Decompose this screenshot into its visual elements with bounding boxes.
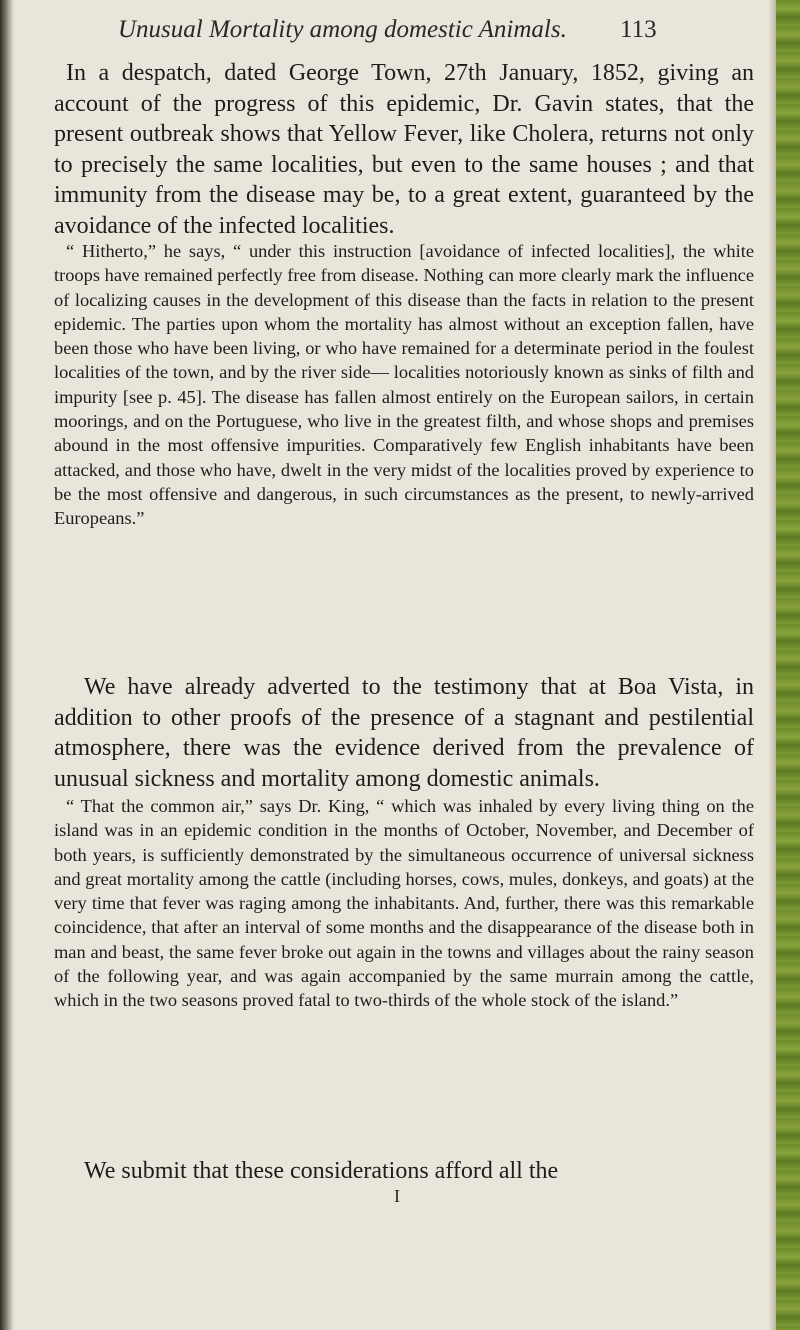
page-number: 113 — [620, 16, 657, 43]
signature-mark: I — [394, 1186, 400, 1206]
running-head: Unusual Mortality among domestic Animals. — [118, 16, 567, 43]
quotation-gavin: “ Hitherto,” he says, “ under this instruction [avoidance of infected localities], the white troops have remained perfectly free from disease. Nothing can more clearly mark the influence of localizing causes in the development of this disease than the facts in relation to the present epidemic. The parties upon whom the mortality has almost without an exception fallen, have been those who have been living, or who have remained for a determinate period in the foulest localities of the town, and by the river side— localities notoriously known as sinks of filth and impurity [see p. 45]. The disease has fallen almost entirely on the European sailors, in certain moorings, and on the Portuguese, who live in the greatest filth, and whose shops and premises abound in the most offensive impurities. Comparatively few English inhabitants have been attacked, and those who have, dwelt in the very midst of the localities proved by experience to be the most offensive and dangerous, in such circumstances as the present, to newly-arrived Europeans.” — [54, 241, 754, 529]
page-edge-shadow — [768, 0, 776, 1330]
page-edge-strip — [776, 0, 800, 1330]
paragraph-despatch: In a despatch, dated George Town, 27th January, 1852, giving an account of the progress of this epidemic, Dr. Gavin states, that the present outbreak shows that Yellow Fever, like Cholera, returns not only to precisely the same localities, but even to the same houses ; and that immunity from the disease may be, to a great extent, guaranteed by the avoidance of the infected localities. — [54, 60, 754, 239]
binding-gutter — [0, 0, 14, 1330]
paragraph-conclusion: We submit that these considerations afford all the — [84, 1158, 559, 1184]
quotation-king: “ That the common air,” says Dr. King, “ which was inhaled by every living thing on the island was in an epidemic condition in the months of October, November, and December of both years, is sufficiently demonstrated by the simultaneous occurrence of universal sickness and great mortality among the cattle (including horses, cows, mules, donkeys, and goats) at the very time that fever was raging among the inhabitants. And, further, there was this remarkable coincidence, that after an interval of some months and the disappearance of the disease both in man and beast, the same fever broke out again in the towns and villages about the rainy season of the following year, and was again accompanied by the same murrain among the cattle, which in the two seasons proved fatal to two-thirds of the whole stock of the island.” — [54, 796, 754, 1011]
paragraph-boa-vista: We have already adverted to the testimony that at Boa Vista, in addition to other proofs of the presence of a stagnant and pestilential atmosphere, there was the evidence derived from the prevalence of unusual sickness and mortality among domestic animals. — [54, 674, 754, 792]
